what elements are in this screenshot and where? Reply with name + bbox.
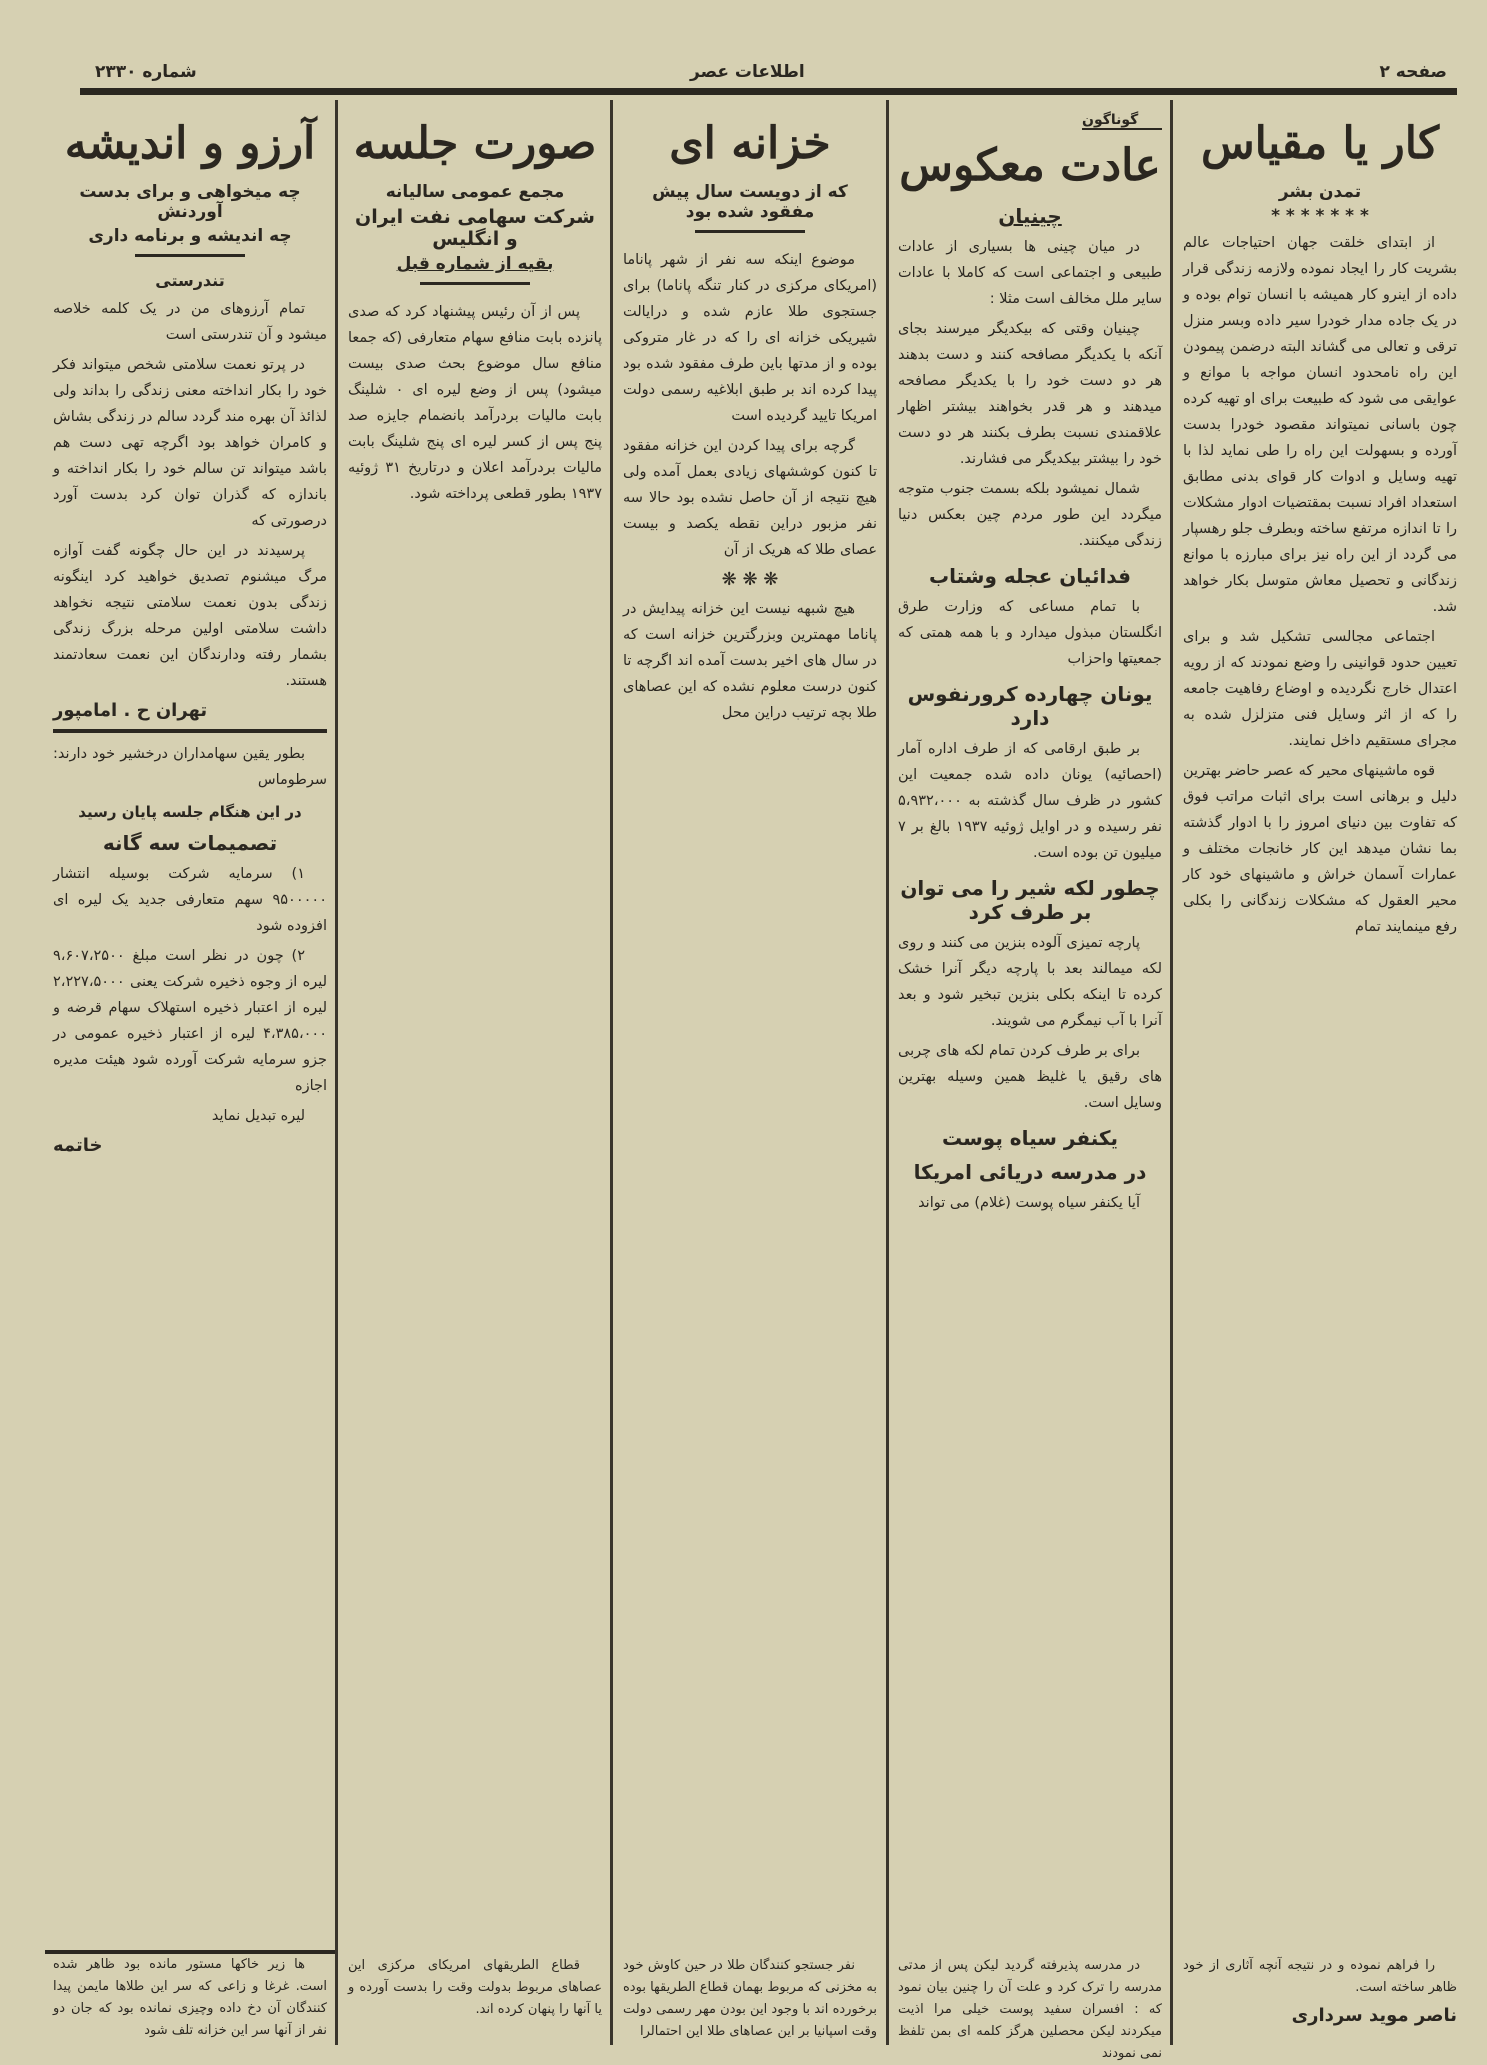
paragraph: شمال نمیشود بلکه بسمت جنوب متوجه میگردد این طور مردم چین بعکس دنیا زندگی میکنند.	[898, 481, 1162, 550]
col2-bottom	[890, 1955, 1170, 2061]
section-heading: چینیان	[998, 204, 1062, 229]
end-marker: خاتمه	[53, 1135, 103, 1157]
col5-bottom	[45, 1950, 335, 2038]
paragraph: چینیان وقتی که بیکدیگر میرسند بجای آنکه با یکدیگر مصافحه کنند و دست بدهند هر دو دست خود را با یکدیگر مصافحه میدهند و هر قدر بخواهند بیشتر اظهار علاقمندی نسبت بطرف بکنند هر دو دست خود را بیشتر بیکدیگر می فشارند.	[898, 321, 1162, 468]
paragraph: موضوع اینکه سه نفر از شهر پاناما (امریکای مرکزی در کنار تنگه پاناما) برای جستجوی طلا عازم شده و درایالت شیریکی خزانه ای را که در غار متروکی بوده و از مدتها باین طرف مفقود شده بود پیدا کرده اند بر طبق ابلاغیه رسمی دولت امریکا تایید گردیده است	[623, 252, 877, 425]
article-kar-ya-meghyas	[1175, 100, 1465, 1950]
paragraph: نفر جستجو کنندگان طلا در حین کاوش خود به مخزنی که مربوط بهمان قطاع الطریقها بوده برخورده اند با وجود این بودن مهر رسمی دولت وقت اسپانیا بر این عصاهای طلا این احتمالرا	[623, 1958, 877, 2039]
section-heading: تندرستی	[155, 271, 225, 291]
article-title: عادت معکوس	[899, 140, 1161, 191]
paragraph: اجتماعی مجالسی تشکیل شد و برای تعیین حدود قوانینی را وضع نمودند که از رویه اعتدال خارج نگردیده و اوضاع رفاهیت جامعه را که از اثر وسایل فنی متزلزل شده به مجرای مستقیم داخل نمایند.	[1183, 629, 1457, 750]
col1-bottom	[1175, 1955, 1465, 2040]
author-signature: ناصر موید سرداری	[1291, 2005, 1457, 2026]
paragraph: در پرتو نعمت سلامتی شخص میتواند فکر خود را بکار انداخته معنی زندگی را بداند ولی لذائذ آن بهره مند گردد سالم در زندگی بشاش و کامران خواهد بود اگرچه تهی دست هم باشد میتواند تن سالم خود را بکار انداخته و باندازه که گذران توان کرد بدست آورد درصورتی که	[53, 357, 327, 530]
paragraph: از ابتدای خلقت جهان احتیاجات عالم بشریت کار را ایجاد نموده ولازمه زندگی قرار داده از اینرو کار همیشه با انسان توام بوده و در یک جاده مدار خودرا سیر داده وبسر منزل ترقی و تعالی می گشاند البته درضمن پیمودن این راه نامحدود انسان مواجه با موانع و عوایقی می شود که طبیعت برای او تهیه کرده چون باسانی نمیتواند مقصود خودرا بدست آورده و بسهولت این راه را طی نماید لذا با تهیه وسایل و ادوات کار قوای بدنی مطابق استعداد افراد نسبت بمقتضیات ادوار مشکلات را تا اندازه مرتفع ساخته وبطرف جلو رهسپار می گردد از این راه نیز برای مبارزه با موانع زندگانی و تحصیل معاش متوسل بکار خواهد شد.	[1183, 235, 1457, 616]
section-heading: یونان چهارده کرورنفوس دارد	[907, 682, 1153, 731]
column-divider	[335, 100, 338, 2045]
section-heading: یکنفر سیاه پوست	[941, 1126, 1119, 1151]
paragraph: ۲) چون در نظر است مبلغ ۹،۶۰۷،۲۵۰۰ لیره از وجوه ذخیره شرکت یعنی ۲،۲۲۷،۵۰۰۰ لیره از اعتبار ذخیره استهلاک سهام قرضه و ۴،۳۸۵،۰۰۰ لیره از اعتبار ذخیره عمومی در جزو سرمایه شرکت آورده شود هیئت مدیره اجازه	[53, 948, 327, 1095]
article-title: خزانه ای	[669, 118, 831, 169]
paragraph: برای بر طرف کردن تمام لکه های چربی های رقیق یا غلیظ همین وسیله بهترین وسایل است.	[898, 1043, 1162, 1112]
col4-bottom	[340, 1955, 610, 2040]
paragraph: پارچه تمیزی آلوده بنزین می کنند و روی لکه میمالند بعد با پارچه دیگر آنرا خشک کرده تا اینکه بکلی بنزین تبخیر شود و بعد آنرا با آب نیمگرم می شویند.	[898, 935, 1162, 1030]
paragraph: ها زیر خاکها مستور مانده بود ظاهر شده است. غرغا و زاعی که سر این طلاها مایمن پیدا کنندگان آن دخ داده وچیزی نمانده بود که جان دو نفر از آنها سر این خزانه تلف شود	[53, 1957, 327, 2038]
issue-number: شماره ۲۳۳۰	[95, 62, 197, 82]
col3-bottom	[615, 1955, 885, 2040]
section-heading: چطور لکه شیر را می توان بر طرف کرد	[900, 876, 1160, 925]
paragraph: لیره تبدیل نماید	[211, 1108, 305, 1125]
column-divider	[1170, 100, 1173, 2045]
article-title: صورت جلسه	[353, 118, 597, 169]
column-divider	[886, 100, 889, 2045]
masthead-rule	[80, 88, 1457, 95]
paragraph: در مدرسه پذیرفته گردید لیکن پس از مدتی مدرسه را ترک کرد و علت آن را چنین بیان نمود که : افسران سفید پوست خیلی مرا اذیت میکردند لیکن محصلین هرگز کلمه ای بمن تلفظ نمی نمودند	[898, 1958, 1162, 2061]
column-divider	[610, 100, 613, 2045]
paragraph: تمام آرزوهای من در یک کلمه خلاصه میشود و آن تندرستی است	[53, 301, 327, 344]
paragraph: ۱) سرمایه شرکت بوسیله انتشار ۹۵۰۰۰۰۰ سهم متعارفی جدید یک لیره ای افزوده شود	[53, 866, 327, 935]
ornament-divider: ❋ ❋ ❋	[721, 569, 779, 591]
author-signature: تهران ح . امامپور	[53, 700, 208, 722]
continued-note: بقیه از شماره قبل	[396, 254, 554, 275]
section-heading: در مدرسه دریائی امریکا	[913, 1160, 1147, 1185]
closing-line: در این هنگام جلسه پایان رسید	[78, 803, 302, 822]
section-heading: تصمیمات سه گانه	[102, 831, 278, 856]
stars-divider: * * * * * * *	[1271, 206, 1369, 227]
article-title: آرزو و اندیشه	[64, 118, 316, 169]
article-subtitle: چه میخواهی و برای بدست آوردنش	[79, 182, 301, 223]
article-subtitle: چه اندیشه و برنامه داری	[88, 226, 292, 247]
newspaper-name: اطلاعات عصر	[690, 62, 805, 82]
paragraph: بطور یقین سهامداران درخشیر خود دارند: سرطوماس	[53, 746, 327, 789]
section-kicker: گوناگون	[1082, 112, 1162, 130]
paragraph: قوه ماشینهای محیر که عصر حاضر بهترین دلیل و برهانی است برای اثبات مراتب فوق که تفاوت بین دنیای امروز را با ادوار گذشته بما نشان میدهد این کار خانجات مختلف و عمارات آسمان خراش و ماشینهای خود کار محیر العقول که مشکلات زندگانی را بکلی رفع مینمایند تمام	[1183, 763, 1457, 936]
paragraph: گرچه برای پیدا کردن این خزانه مفقود تا کنون کوششهای زیادی بعمل آمده ولی هیچ نتیجه از آن حاصل نشده بود حالا سه نفر مزبور دراین نقطه یکصد و بیست عصای طلا که هریک از آن	[623, 438, 877, 559]
paragraph: آیا یکنفر سیاه پوست (غلام) می تواند	[918, 1195, 1140, 1212]
paragraph: بر طبق ارقامی که از طرف اداره آمار (احصائیه) یونان داده شده جمعیت این کشور در ظرف سال گذشته به ۵،۹۳۲،۰۰۰ نفر رسیده و در اوایل ژوئیه ۱۹۳۷ بالغ بر ۷ میلیون تن بوده است.	[898, 741, 1162, 862]
page-number: صفحه ۲	[1379, 62, 1447, 82]
article-subtitle: شرکت سهامی نفت ایران و انگلیس	[355, 206, 595, 251]
title-rule	[695, 230, 805, 233]
article-subtitle: که از دویست سال پیش مفقود شده بود	[652, 182, 848, 223]
paragraph: پرسیدند در این حال چگونه گفت آوازه مرگ میشنوم تصدیق خواهید کرد اینگونه زندگی بدون نعمت سلامتی نتیجه نخواهد داشت سلامتی اولین مرحله بزرگ زندگی بشمار رفته ودارندگان این نعمت سعادتمند هستند.	[53, 543, 327, 690]
title-rule	[420, 282, 530, 285]
section-rule	[53, 729, 327, 733]
article-khazane	[615, 100, 885, 1950]
article-adat-makus	[890, 100, 1170, 1950]
article-title: کار یا مقیاس	[1200, 118, 1440, 169]
section-heading: فدائیان عجله وشتاب	[929, 564, 1131, 589]
article-arezoo-andishe	[45, 100, 335, 1950]
paragraph: با تمام مساعی که وزارت طرق انگلستان مبذول میدارد و با همه همتی که جمعیتها واحزاب	[898, 599, 1162, 668]
article-subtitle: تمدن بشر	[1278, 182, 1362, 203]
paragraph: قطاع الطریقهای امریکای مرکزی این عصاهای مربوط بدولت وقت را بدست آورده و یا آنها را پنهان کرده اند.	[348, 1958, 602, 2017]
paragraph: پس از آن رئیس پیشنهاد کرد که صدی پانزده بابت منافع سهام متعارفی (که جمعا منافع سال موضوع بحث صدی بیست میشود) پس از وضع لیره ای ۰ شلینگ بابت مالیات بردرآمد بانضمام جایزه صد پنج پس از کسر لیره ای پنج شلینگ بابت مالیات بردرآمد اعلان و درتاریخ ۳۱ ژوئیه ۱۹۳۷ بطور قطعی پرداخته شود.	[348, 304, 602, 503]
paragraph: هیچ شبهه نیست این خزانه پیدایش در پاناما مهمترین وبزرگترین خزانه است که در سال های اخیر بدست آمده اند اگرچه تا کنون درست معلوم نشده که این عصاهای طلا بچه ترتیب دراین محل	[623, 601, 877, 722]
paragraph: را فراهم نموده و در نتیجه آنچه آثاری از خود ظاهر ساخته است.	[1183, 1958, 1457, 1995]
article-subtitle: مجمع عمومی سالیانه	[385, 182, 565, 203]
paragraph: در میان چینی ها بسیاری از عادات طبیعی و اجتماعی است که کاملا با عادات سایر ملل مخالف است مثلا :	[898, 239, 1162, 308]
title-rule	[135, 254, 245, 257]
article-soorat-jalase	[340, 100, 610, 1950]
